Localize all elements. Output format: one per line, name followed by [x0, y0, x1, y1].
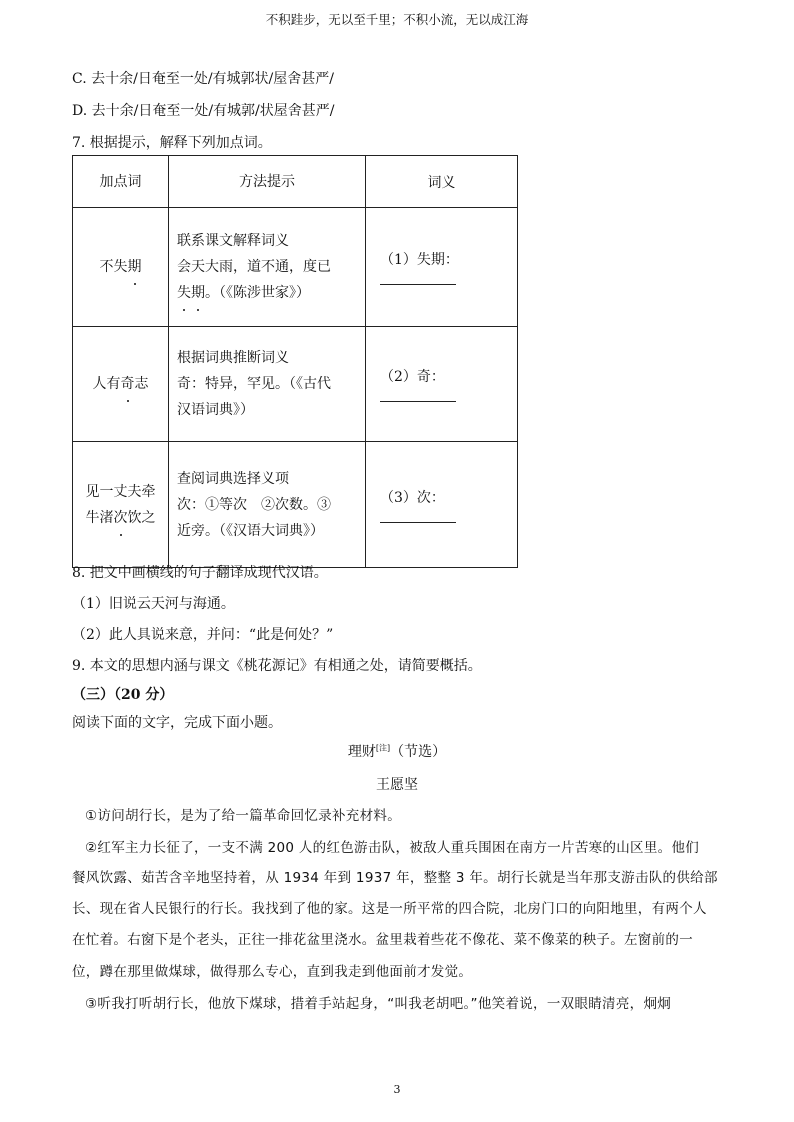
answer-blank[interactable]	[380, 508, 456, 523]
q7-row-2-answer[interactable]: （2）奇：	[366, 327, 518, 442]
footnote-marker: [注]	[375, 743, 391, 753]
q7-row-3-hint: 查阅词典选择义项 次：①等次 ②次数。③ 近旁。（《汉语大词典》）	[169, 442, 366, 568]
article-paragraph-2-line-5: 位，蹲在那里做煤球，做得那么专心，直到我走到他面前才发觉。	[72, 964, 473, 980]
dotted-char: 奇	[121, 371, 135, 397]
dotted-char: 次	[114, 505, 128, 531]
q7-row-1-word: 不失期	[73, 208, 169, 327]
option-d: D. 去十余/日奄至一处/有城郭/状屋舍甚严/	[72, 103, 335, 119]
answer-blank[interactable]	[380, 270, 456, 285]
q7-table	[72, 155, 518, 568]
q7-header-hint: 方法提示	[169, 156, 366, 208]
article-paragraph-1: ①访问胡行长，是为了给一篇革命回忆录补充材料。	[85, 808, 402, 824]
section-3-instruction: 阅读下面的文字，完成下面小题。	[72, 715, 282, 731]
option-c: C. 去十余/日奄至一处/有城郭状/屋舍甚严/	[72, 71, 334, 87]
question-8-sentence-2: （2）此人具说来意，并问：“此是何处？”	[72, 627, 334, 643]
dotted-char: 期	[128, 254, 142, 280]
article-paragraph-2-line-4: 在忙着。右窗下是个老头，正往一排花盆里浇水。盆里栽着些花不像花、菜不像菜的秧子。左窗前的一	[72, 932, 693, 948]
article-paragraph-3: ③听我打听胡行长，他放下煤球，措着手站起身，“叫我老胡吧。”他笑着说，一双眼睛清亮，炯炯	[85, 996, 672, 1012]
q7-row-1	[73, 208, 518, 327]
q7-row-2-hint: 根据词典推断词义 奇：特异，罕见。（《古代 汉语词典》）	[169, 327, 366, 442]
article-paragraph-2-line-3: 长、现在省人民银行的行长。我找到了他的家。这是一所平常的四合院，北房门口的向阳地里，有两个人	[72, 901, 707, 917]
q7-row-3-word: 见一丈夫牵 牛渚次饮之	[73, 442, 169, 568]
page-number: 3	[393, 1083, 401, 1096]
q7-row-2-word: 人有奇志	[73, 327, 169, 442]
q7-row-3-answer[interactable]: （3）次：	[366, 442, 518, 568]
q7-row-2	[73, 327, 518, 442]
q7-header-meaning: 词义	[366, 156, 518, 208]
q7-header-word: 加点词	[73, 156, 169, 208]
question-8-prompt: 8. 把文中画横线的句子翻译成现代汉语。	[72, 565, 328, 581]
q7-header-row	[73, 156, 518, 208]
answer-blank[interactable]	[380, 387, 456, 402]
article-author: 王愿坚	[376, 777, 418, 793]
q7-row-3	[73, 442, 518, 568]
article-paragraph-2: ②红军主力长征了，一支不满 200 人的红色游击队，被敌人重兵围困在南方一片苦寒的山区里。他们	[85, 840, 700, 856]
q7-row-1-answer[interactable]: （1）失期：	[366, 208, 518, 327]
question-9-prompt: 9. 本文的思想内涵与课文《桃花源记》有相通之处，请简要概括。	[72, 658, 482, 674]
q7-row-1-hint: 联系课文解释词义 会天大雨，道不通，度已 失期。（《陈涉世家》）	[169, 208, 366, 327]
section-3-title: （三）（20 分）	[72, 687, 174, 703]
page-header-motto: 不积跬步，无以至千里；不积小流，无以成江海	[265, 12, 529, 27]
question-8-sentence-1: （1）旧说云天河与海通。	[72, 596, 235, 612]
article-title: 理财[注]（节选）	[347, 743, 447, 760]
article-paragraph-2-line-2: 餐风饮露、茹苦含辛地坚持着，从 1934 年到 1937 年，整整 3 年。胡行长就是当年那支游击队的供给部	[72, 870, 718, 886]
question-7-prompt: 7. 根据提示，解释下列加点词。	[72, 135, 272, 151]
